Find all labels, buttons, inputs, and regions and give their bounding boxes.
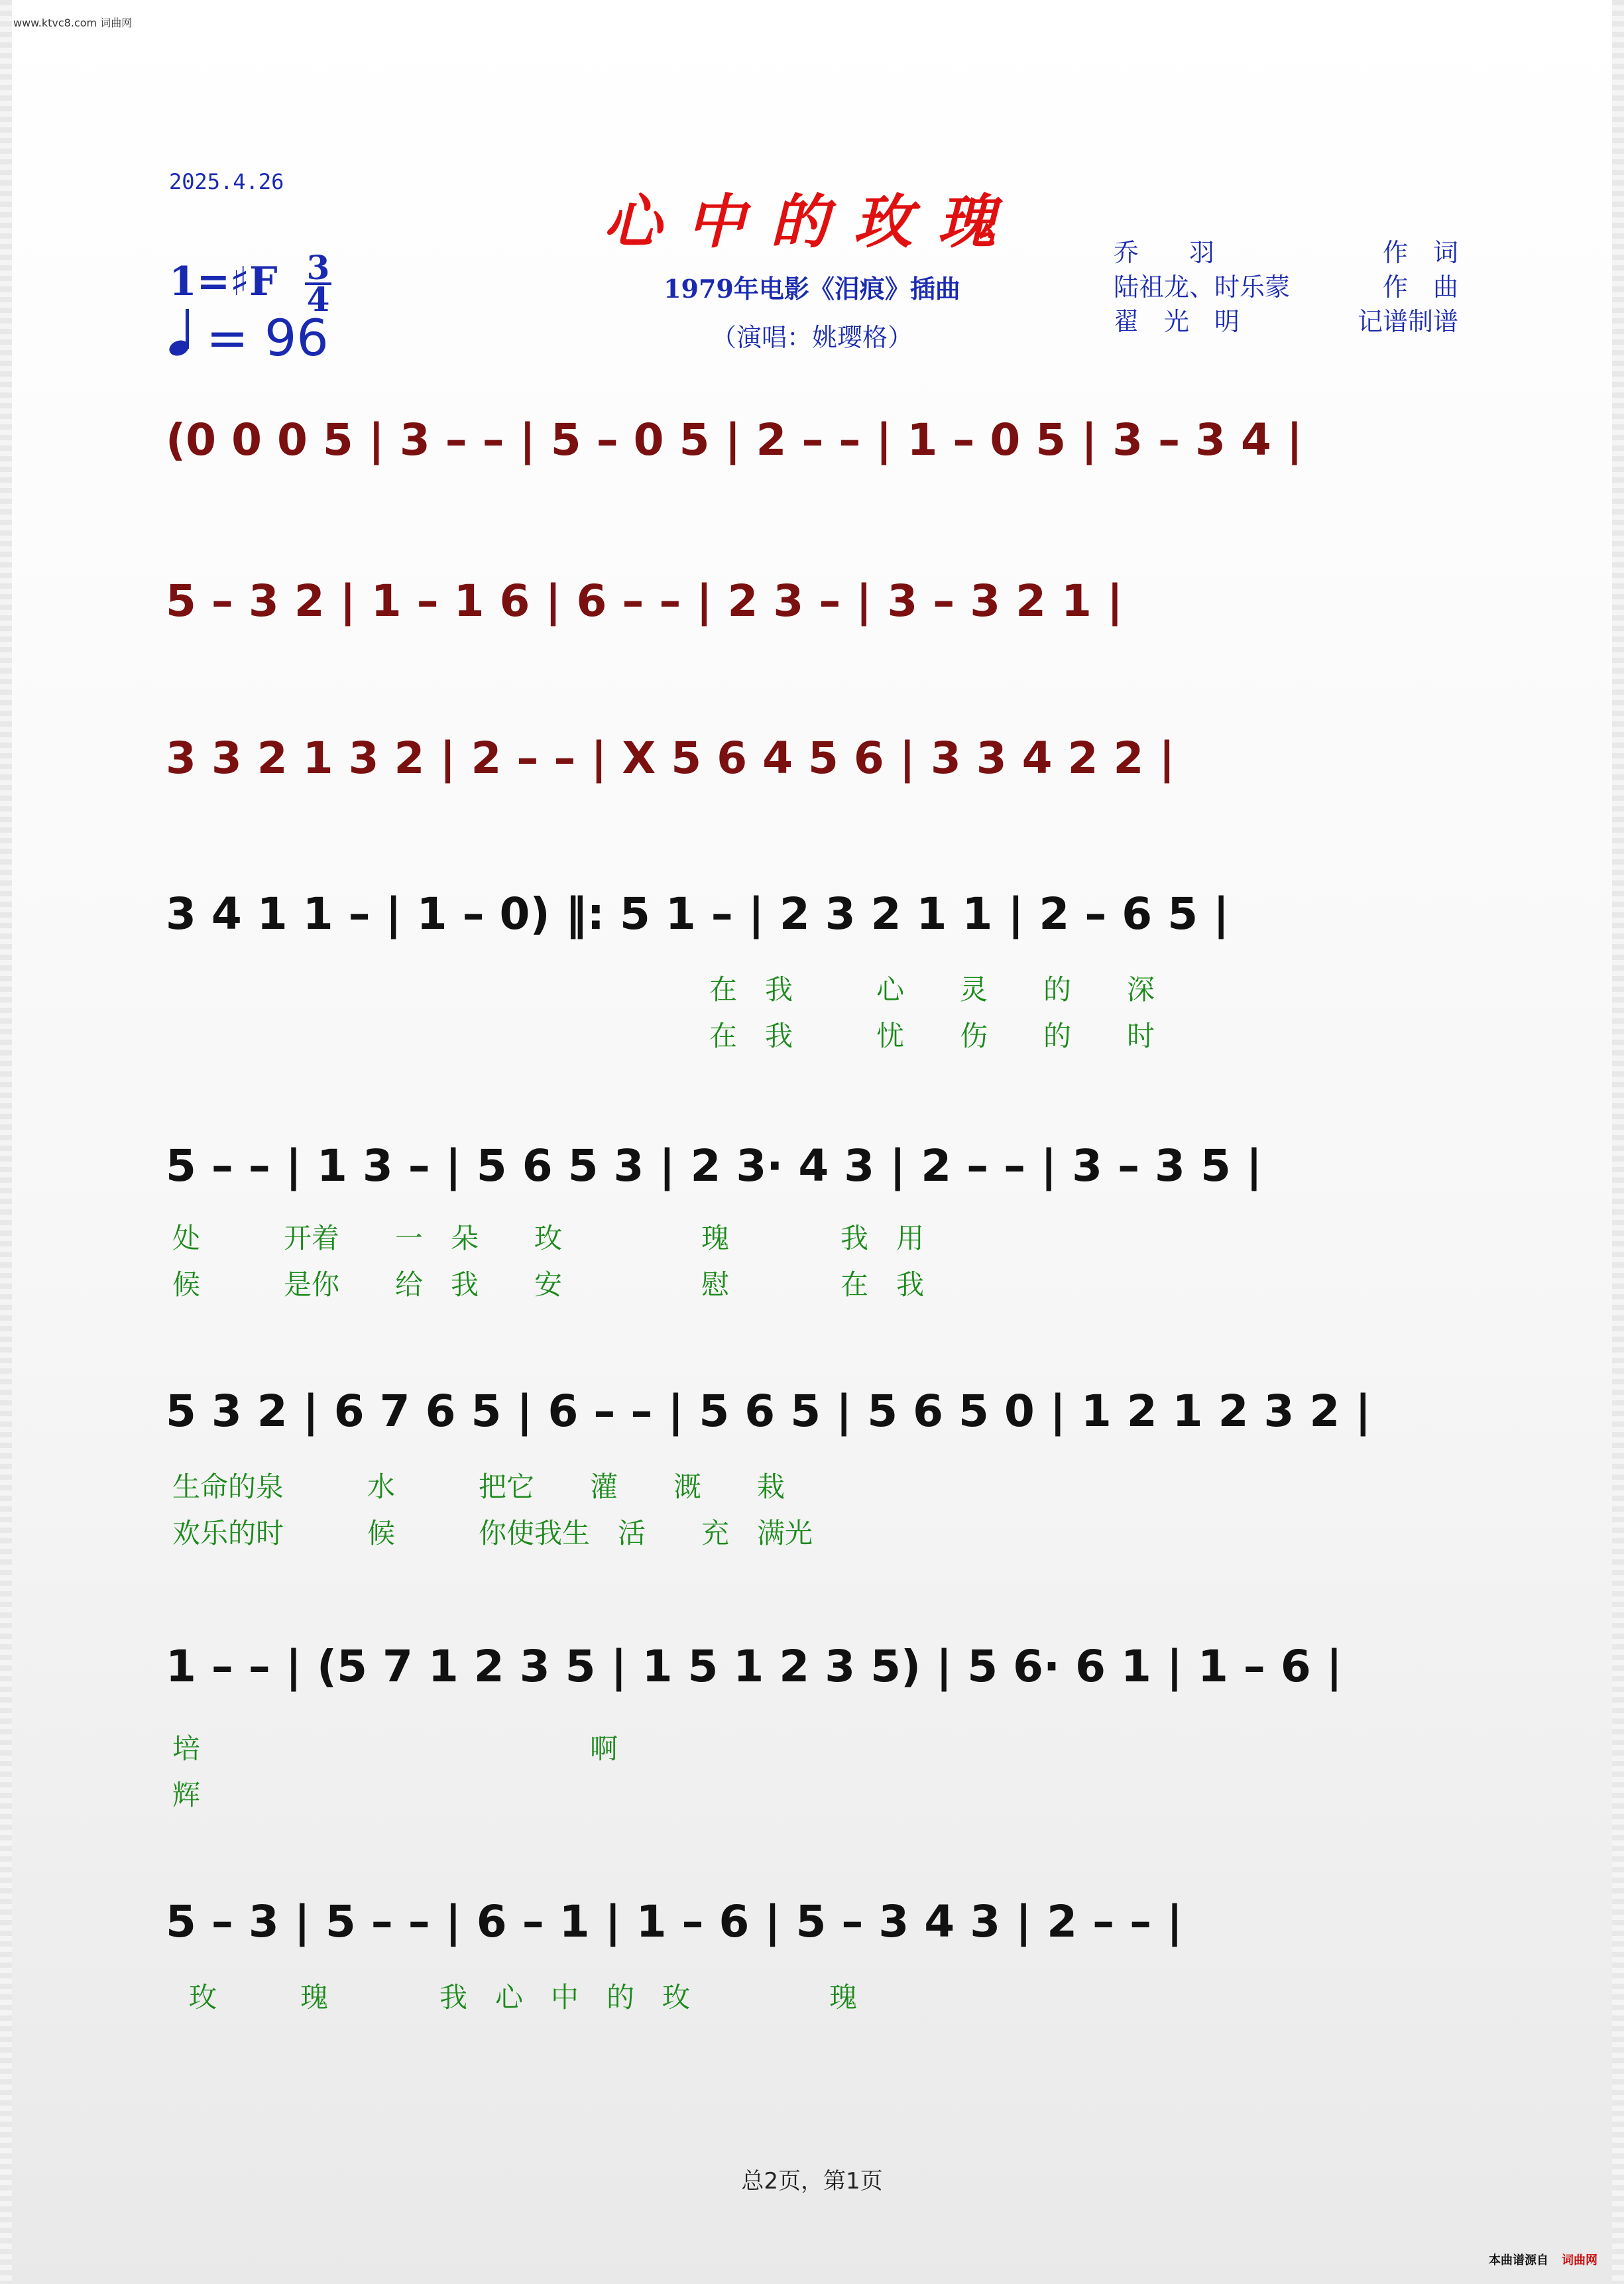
credit-lyricist	[1114, 235, 1458, 270]
time-signature	[305, 248, 331, 319]
credit-name: 翟 光 明	[1114, 307, 1240, 336]
song-title: 心中的玫瑰	[603, 187, 1021, 256]
credit-role: 记谱制谱	[1357, 307, 1458, 336]
page-footer: 总2页，第1页	[741, 2168, 883, 2194]
credit-name: 陆祖龙、时乐蒙	[1114, 272, 1291, 302]
staff-line-5: 5 – – | 1 3 – | 5 6 5 3 | 2 3· 4 3 | 2 – – | 3 – 3 5 |	[166, 1140, 1262, 1191]
credit-composer	[1114, 270, 1458, 304]
tempo-value: = 96	[206, 308, 329, 367]
staff-line-4: 3 4 1 1 – | 1 – 0) ‖: 5 1 – | 2 3 2 1 1 | 2 – 6 5 |	[166, 888, 1230, 939]
lyrics-line-5-verse-2: 候 是你 给 我 安 慰 在 我	[172, 1268, 925, 1301]
source-brand: 词曲网	[1562, 2254, 1597, 2267]
date-label: 2025.4.26	[169, 169, 284, 194]
tempo-mark	[169, 308, 329, 367]
source-corner	[1489, 2251, 1597, 2268]
quarter-note-icon	[169, 309, 190, 355]
lyrics-line-4-verse-2: 在 我 忧 伤 的 时	[709, 1020, 1155, 1052]
staff-line-3: 3 3 2 1 3 2 | 2 – – | X 5 6 4 5 6 | 3 3 4 2 2 |	[166, 733, 1175, 784]
time-top: 3	[306, 248, 330, 287]
staff-line-1: (0 0 0 5 | 3 – – | 5 – 0 5 | 2 – – | 1 – 0 5 | 3 – 3 4 |	[166, 414, 1303, 465]
key-signature	[169, 248, 330, 319]
song-subtitle: 1979年电影《泪痕》插曲	[664, 274, 960, 304]
site-watermark: www.ktvc8.com 词曲网	[13, 17, 133, 29]
credit-role: 作 曲	[1382, 272, 1458, 302]
lyrics-line-6-verse-1: 生命的泉 水 把它 灌 溉 栽	[172, 1471, 785, 1503]
credits-block	[1114, 235, 1458, 339]
lyrics-line-7-verse-2: 辉	[172, 1779, 201, 1811]
staff-line-2: 5 – 3 2 | 1 – 1 6 | 6 – – | 2 3 – | 3 – 3 2 1 |	[166, 575, 1124, 627]
staff-line-6: 5 3 2 | 6 7 6 5 | 6 – – | 5 6 5 | 5 6 5 0 | 1 2 1 2 3 2 |	[166, 1386, 1371, 1437]
staff-line-8: 5 – 3 | 5 – – | 6 – 1 | 1 – 6 | 5 – 3 4 3 | 2 – – |	[166, 1896, 1183, 1947]
lyrics-line-4-verse-1: 在 我 心 灵 的 深	[709, 973, 1155, 1006]
singer-label: （演唱：姚璎格）	[711, 323, 913, 352]
lyrics-line-5-verse-1: 处 开着 一 朵 玫 瑰 我 用	[172, 1222, 925, 1254]
lyrics-line-7-verse-1: 培 啊	[172, 1732, 618, 1765]
credit-role: 作 词	[1382, 238, 1458, 267]
source-label: 本曲谱源自	[1489, 2254, 1548, 2267]
lyrics-line-8-verse-1: 玫 瑰 我 心 中 的 玫 瑰	[189, 1981, 858, 2014]
lyrics-line-6-verse-2: 欢乐的时 候 你使我生 活 充 满光	[172, 1517, 813, 1549]
time-bottom: 4	[306, 280, 330, 319]
credit-transcriber	[1114, 304, 1458, 339]
credit-name: 乔 羽	[1114, 238, 1215, 267]
staff-line-7: 1 – – | (5 7 1 2 3 5 | 1 5 1 2 3 5) | 5 6· 6 1 | 1 – 6 |	[166, 1641, 1342, 1692]
key-label: 1=♯F	[169, 259, 278, 305]
